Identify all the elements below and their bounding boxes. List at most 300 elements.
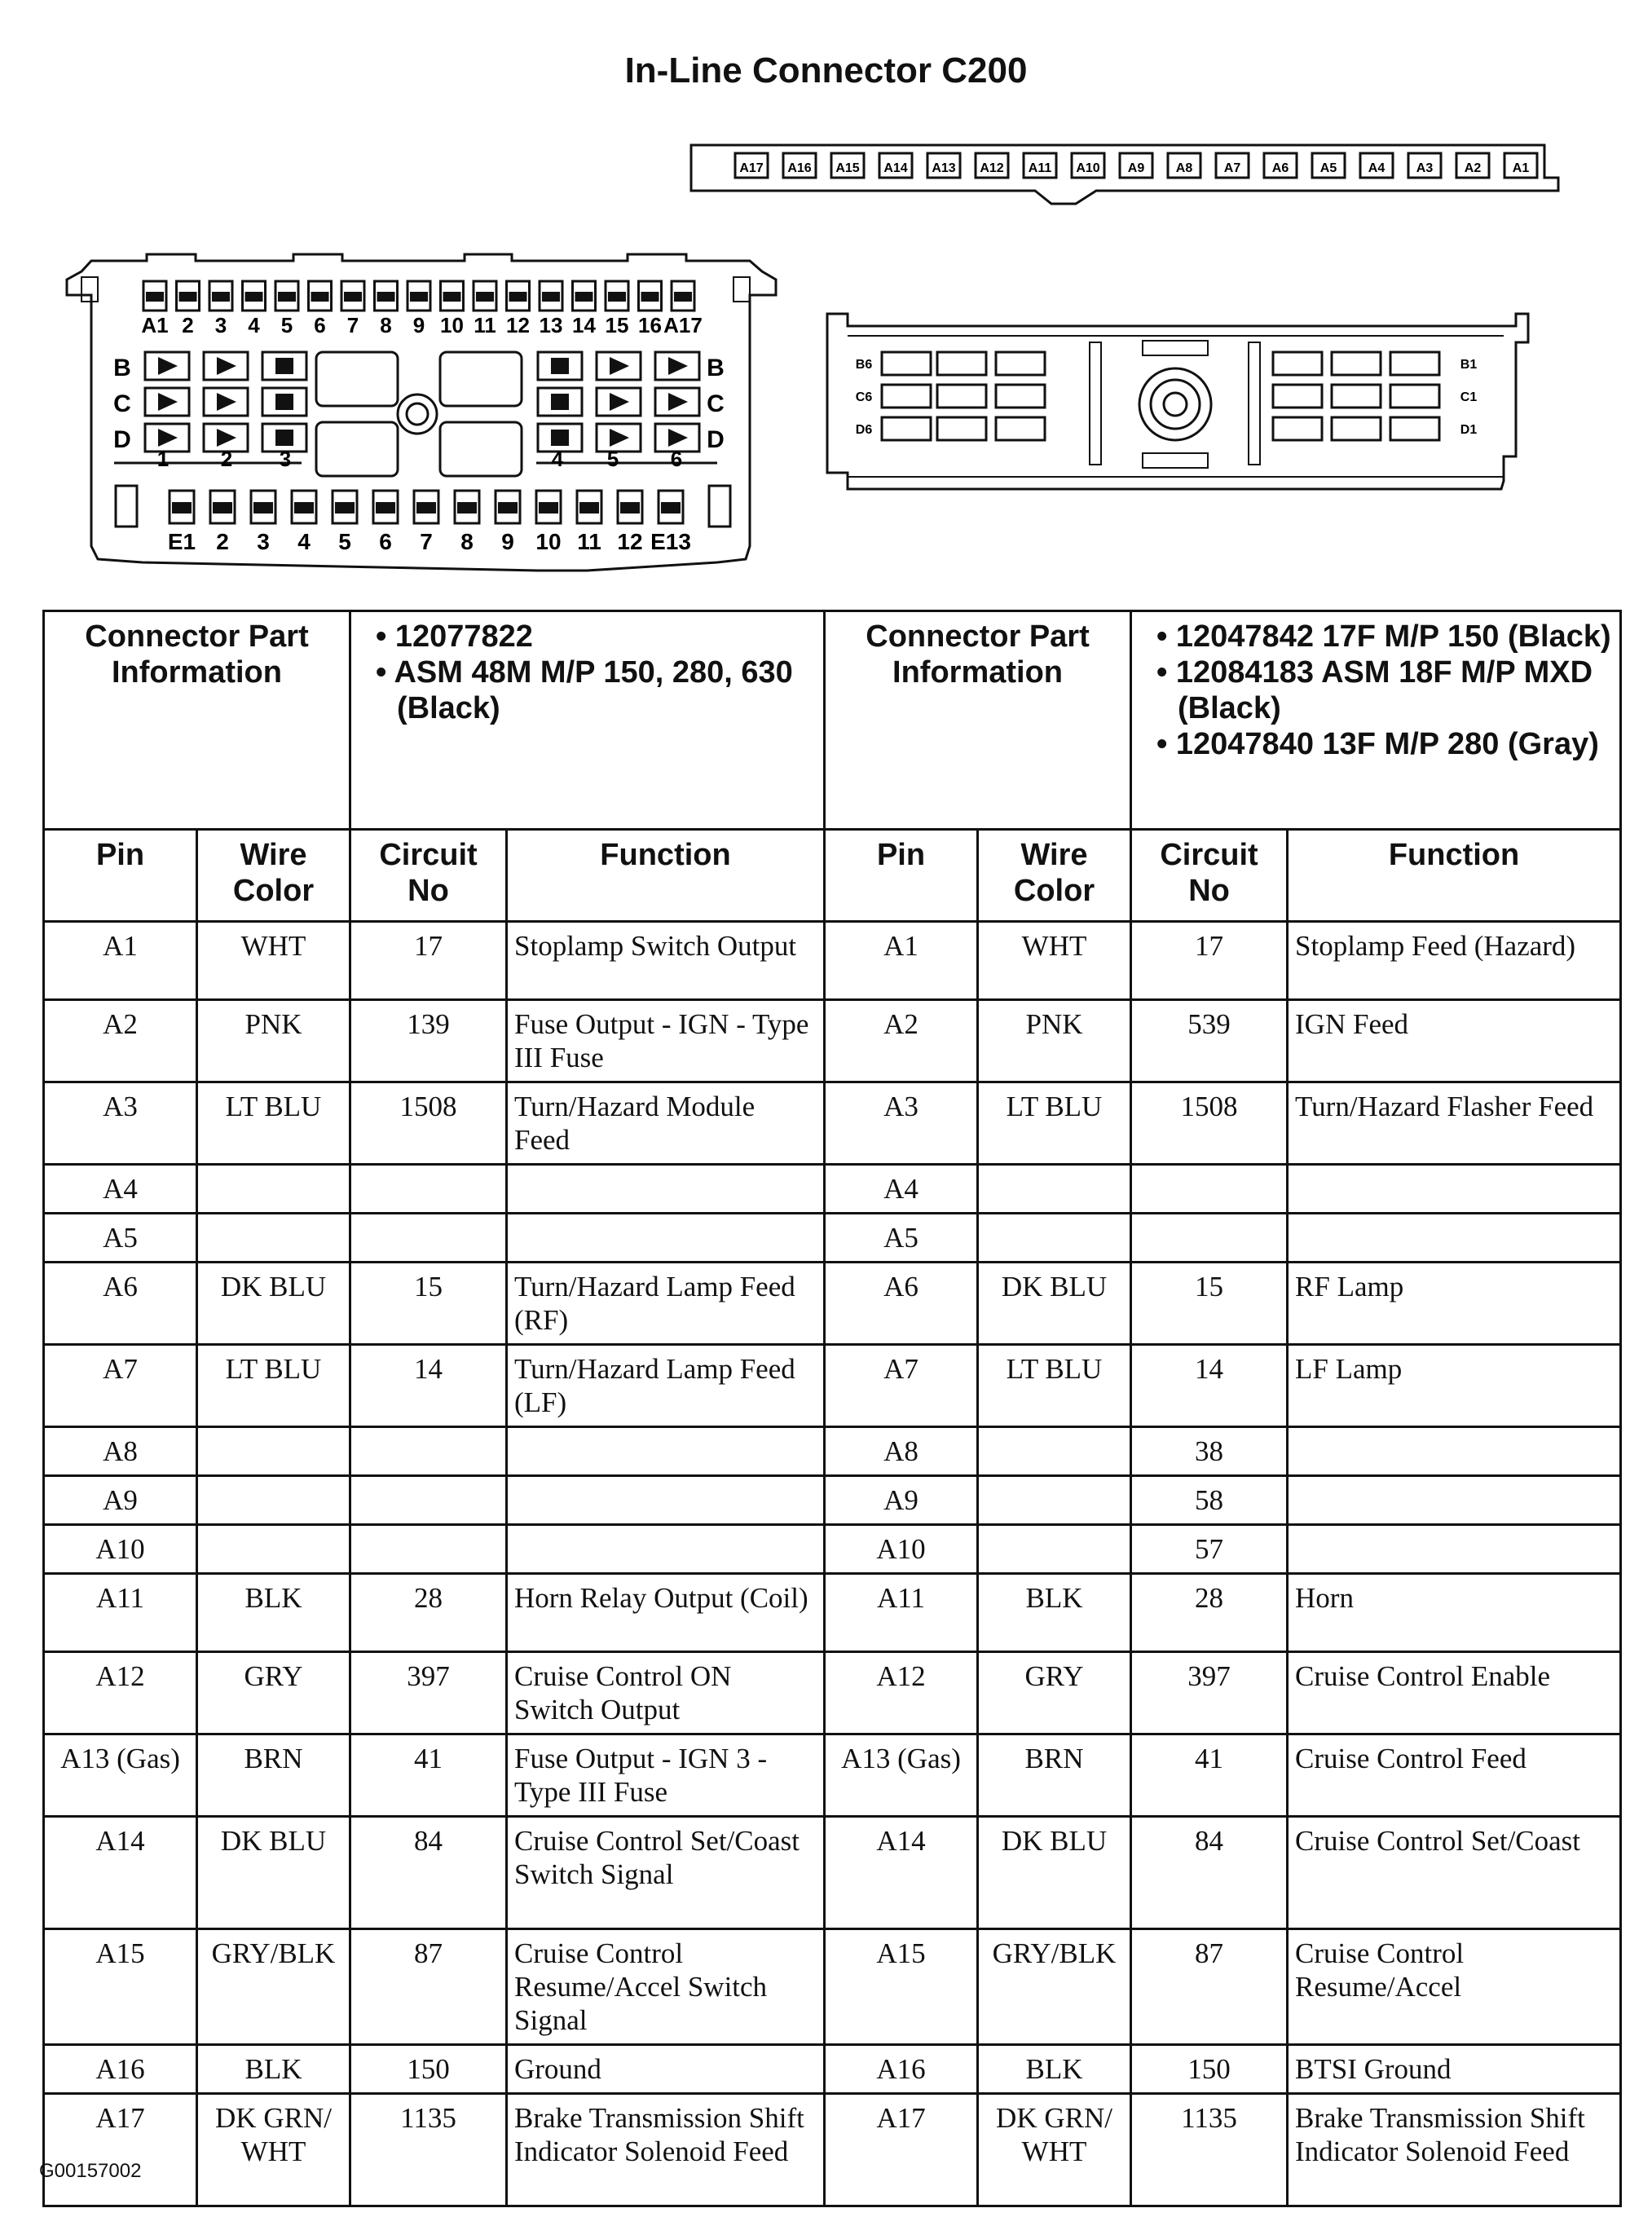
part-number-line: • 12047840 13F M/P 280 (Gray) [1156, 727, 1599, 761]
pin-terminal [376, 502, 395, 513]
row-letter: C [707, 390, 725, 417]
part-number-line: • 12084183 ASM 18F M/P MXD (Black) [1156, 655, 1593, 725]
table-row [44, 2094, 1621, 2206]
cell-circuit-no: 1135 [350, 2094, 507, 2206]
column-header-wire-color: Wire Color [978, 830, 1131, 922]
cell-function: IGN Feed [1288, 1000, 1621, 1082]
cell-circuit-no: 150 [350, 2045, 507, 2094]
cell-circuit-no [350, 1214, 507, 1263]
cell-wire-color: PNK [978, 1000, 1131, 1082]
right-connector [827, 314, 1528, 489]
cell-wire-color [197, 1476, 350, 1525]
pin-label: C1 [1460, 390, 1478, 404]
cell-circuit-no: 41 [1131, 1734, 1288, 1817]
pin-label: A11 [1028, 161, 1052, 175]
pin-terminal [245, 292, 263, 302]
pin-cavity [1390, 385, 1439, 408]
pin-cavity [1332, 352, 1381, 375]
pin-terminal [498, 502, 518, 513]
pin-cavity [1273, 417, 1322, 440]
table-row [44, 1817, 1621, 1929]
connector-part-info-left [350, 611, 825, 830]
cell-pin: A6 [825, 1263, 978, 1345]
pin-number: 11 [577, 529, 601, 554]
pin-number: 3 [214, 313, 227, 337]
cell-wire-color: PNK [197, 1000, 350, 1082]
table-row [44, 1082, 1621, 1165]
pin-terminal [551, 430, 569, 446]
cell-function [1288, 1476, 1621, 1525]
cell-function: Turn/Hazard Flasher Feed [1288, 1082, 1621, 1165]
group-number: 4 [551, 447, 564, 471]
connector-part-info-label: Connector Part Information [44, 611, 350, 830]
pin-cavity [996, 417, 1045, 440]
cell-pin: A1 [44, 922, 197, 1000]
cell-wire-color: GRY/BLK [978, 1929, 1131, 2045]
pin-number: 8 [460, 529, 474, 554]
pin-number: 15 [605, 313, 629, 337]
pin-number: 11 [474, 313, 496, 337]
column-header-wire-color: Wire Color [197, 830, 350, 922]
pin-terminal [542, 292, 560, 302]
pin-number: 4 [297, 529, 311, 554]
part-number-line: • ASM 48M M/P 150, 280, 630 (Black) [376, 655, 793, 725]
cell-circuit-no: 41 [350, 1734, 507, 1817]
cell-pin: A2 [825, 1000, 978, 1082]
pin-number: 7 [420, 529, 433, 554]
pin-terminal [668, 393, 688, 411]
table-row [44, 1929, 1621, 2045]
table-row [44, 1000, 1621, 1082]
column-header-circuit-no: Circuit No [350, 830, 507, 922]
cell-wire-color: DK BLU [197, 1263, 350, 1345]
cell-pin: A15 [825, 1929, 978, 2045]
cell-function: Turn/Hazard Lamp Feed (LF) [507, 1345, 825, 1427]
pin-terminal [416, 502, 436, 513]
pin-terminal [377, 292, 395, 302]
cell-function: Fuse Output - IGN 3 - Type III Fuse [507, 1734, 825, 1817]
cell-pin: A6 [44, 1263, 197, 1345]
pin-cavity [996, 385, 1045, 408]
cell-pin: A11 [825, 1574, 978, 1652]
table-row [44, 1165, 1621, 1214]
group-number: 6 [670, 447, 683, 471]
cell-wire-color: LT BLU [978, 1082, 1131, 1165]
cell-function: Brake Transmission Shift Indicator Solenoid Feed [507, 2094, 825, 2206]
cell-function: RF Lamp [1288, 1263, 1621, 1345]
cell-circuit-no: 58 [1131, 1476, 1288, 1525]
pin-number: 8 [380, 313, 392, 337]
group-number: 5 [606, 447, 619, 471]
row-letter: D [707, 426, 725, 453]
cell-circuit-no: 1508 [1131, 1082, 1288, 1165]
column-header-pin: Pin [825, 830, 978, 922]
cell-circuit-no: 397 [1131, 1652, 1288, 1734]
cell-wire-color: LT BLU [197, 1345, 350, 1427]
cell-function: Cruise Control ON Switch Output [507, 1652, 825, 1734]
cell-wire-color [978, 1427, 1131, 1476]
pin-terminal [539, 502, 558, 513]
pin-terminal [158, 393, 178, 411]
pin-terminal [661, 502, 681, 513]
cell-function: Brake Transmission Shift Indicator Solenoid Feed [1288, 2094, 1621, 2206]
cell-circuit-no: 87 [350, 1929, 507, 2045]
cell-function: Cruise Control Set/Coast Switch Signal [507, 1817, 825, 1929]
pin-number: 5 [280, 313, 293, 337]
pin-terminal [213, 502, 232, 513]
pin-terminal [146, 292, 164, 302]
pin-number: 3 [257, 529, 270, 554]
table-row [44, 1525, 1621, 1574]
pin-label: A9 [1127, 161, 1145, 175]
pin-label: D6 [855, 423, 873, 437]
cell-pin: A7 [825, 1345, 978, 1427]
pin-number: 12 [506, 313, 530, 337]
cell-pin: A14 [825, 1817, 978, 1929]
pin-terminal [172, 502, 192, 513]
cell-wire-color: GRY [197, 1652, 350, 1734]
cell-circuit-no: 57 [1131, 1525, 1288, 1574]
cell-pin: A8 [825, 1427, 978, 1476]
cell-function: Cruise Control Resume/Accel Switch Signal [507, 1929, 825, 2045]
cell-circuit-no: 84 [350, 1817, 507, 1929]
pin-label: A5 [1319, 161, 1337, 175]
cell-pin: A9 [44, 1476, 197, 1525]
cell-pin: A16 [44, 2045, 197, 2094]
pin-terminal [620, 502, 640, 513]
pin-terminal [158, 429, 178, 447]
pin-number: 6 [314, 313, 326, 337]
cell-wire-color: BLK [197, 2045, 350, 2094]
pin-number: 16 [638, 313, 662, 337]
pin-terminal [610, 429, 629, 447]
column-header-pin: Pin [44, 830, 197, 922]
pin-terminal [275, 430, 293, 446]
cell-pin: A2 [44, 1000, 197, 1082]
pin-cavity [1390, 417, 1439, 440]
pin-terminal [608, 292, 626, 302]
cell-pin: A17 [44, 2094, 197, 2206]
cell-function: Stoplamp Feed (Hazard) [1288, 922, 1621, 1000]
cell-pin: A13 (Gas) [825, 1734, 978, 1817]
cell-circuit-no: 14 [1131, 1345, 1288, 1427]
pin-number: 10 [440, 313, 464, 337]
pin-terminal [610, 357, 629, 375]
cell-function [1288, 1214, 1621, 1263]
pin-number: 13 [539, 313, 563, 337]
cell-function: Horn [1288, 1574, 1621, 1652]
pin-terminal [668, 429, 688, 447]
pin-terminal [551, 394, 569, 410]
table-row [44, 1214, 1621, 1263]
cell-function: LF Lamp [1288, 1345, 1621, 1427]
cell-wire-color: DK BLU [197, 1817, 350, 1929]
cell-function [507, 1476, 825, 1525]
cell-wire-color: GRY [978, 1652, 1131, 1734]
cell-pin: A11 [44, 1574, 197, 1652]
pin-terminal [476, 292, 494, 302]
pin-terminal [457, 502, 477, 513]
cell-wire-color [978, 1165, 1131, 1214]
column-header-function: Function [507, 830, 825, 922]
pin-label: A3 [1416, 161, 1434, 175]
pin-terminal [212, 292, 230, 302]
pin-label: B1 [1460, 358, 1478, 372]
cell-pin: A10 [825, 1525, 978, 1574]
cell-wire-color [197, 1165, 350, 1214]
cell-pin: A5 [44, 1214, 197, 1263]
group-number: 3 [279, 447, 292, 471]
figure-code: G00157002 [39, 2160, 142, 2182]
cell-circuit-no [1131, 1165, 1288, 1214]
connector-part-info-right [1131, 611, 1621, 830]
cell-circuit-no: 17 [350, 922, 507, 1000]
table-row [44, 2045, 1621, 2094]
cell-circuit-no: 14 [350, 1345, 507, 1427]
pin-number: 12 [617, 529, 643, 554]
pin-label: A17 [739, 161, 764, 175]
cell-circuit-no [350, 1525, 507, 1574]
cell-wire-color: LT BLU [978, 1345, 1131, 1427]
cell-wire-color: WHT [978, 922, 1131, 1000]
part-number-line: • 12047842 17F M/P 150 (Black) [1156, 619, 1611, 654]
pin-cavity [1273, 385, 1322, 408]
cell-pin: A3 [825, 1082, 978, 1165]
cell-wire-color: WHT [197, 922, 350, 1000]
cell-wire-color: BRN [978, 1734, 1131, 1817]
cell-function: Cruise Control Resume/Accel [1288, 1929, 1621, 2045]
cell-pin: A5 [825, 1214, 978, 1263]
table-row [44, 1345, 1621, 1427]
cell-wire-color: LT BLU [197, 1082, 350, 1165]
cell-function: Ground [507, 2045, 825, 2094]
pin-number: A17 [663, 313, 703, 337]
pin-label: A14 [883, 161, 908, 175]
cell-pin: A16 [825, 2045, 978, 2094]
pin-terminal [335, 502, 355, 513]
cell-function [507, 1525, 825, 1574]
cell-function [1288, 1427, 1621, 1476]
pin-number: 4 [248, 313, 260, 337]
pin-label: A15 [835, 161, 860, 175]
cell-wire-color: BLK [978, 2045, 1131, 2094]
group-number: 2 [220, 447, 233, 471]
pin-cavity [937, 417, 986, 440]
cell-circuit-no [350, 1165, 507, 1214]
pin-terminal [179, 292, 197, 302]
pin-cavity [882, 352, 931, 375]
pin-label: A8 [1175, 161, 1193, 175]
pin-terminal [158, 357, 178, 375]
pin-label: A6 [1271, 161, 1289, 175]
pin-cavity [1390, 352, 1439, 375]
cell-function [1288, 1525, 1621, 1574]
pin-terminal [579, 502, 599, 513]
pin-terminal [344, 292, 362, 302]
row-letter: C [113, 390, 131, 417]
pin-number: 2 [182, 313, 194, 337]
pin-terminal [311, 292, 329, 302]
pin-number: 9 [501, 529, 514, 554]
cell-function [507, 1427, 825, 1476]
table-row [44, 1574, 1621, 1652]
table-row [44, 1476, 1621, 1525]
group-number: 1 [156, 447, 170, 471]
cell-function [507, 1214, 825, 1263]
cell-wire-color [197, 1525, 350, 1574]
pin-terminal [410, 292, 428, 302]
cell-circuit-no: 1508 [350, 1082, 507, 1165]
pin-terminal [217, 357, 236, 375]
cell-pin: A1 [825, 922, 978, 1000]
connector-part-info-label: Connector Part Information [825, 611, 1131, 830]
row-letter: B [113, 355, 131, 381]
cell-wire-color: DK GRN/ WHT [978, 2094, 1131, 2206]
pin-terminal [443, 292, 461, 302]
pin-terminal [217, 429, 236, 447]
pin-number: A1 [141, 313, 169, 337]
cell-circuit-no: 139 [350, 1000, 507, 1082]
cell-function: Cruise Control Enable [1288, 1652, 1621, 1734]
table-row [44, 922, 1621, 1000]
column-header-circuit-no: Circuit No [1131, 830, 1288, 922]
pin-cavity [937, 385, 986, 408]
pin-label: A7 [1223, 161, 1241, 175]
pin-label: A2 [1464, 161, 1482, 175]
cell-wire-color: DK BLU [978, 1817, 1131, 1929]
cell-function: Turn/Hazard Module Feed [507, 1082, 825, 1165]
pin-label: A4 [1368, 161, 1385, 175]
cell-wire-color [197, 1427, 350, 1476]
connector-diagram [0, 0, 1652, 603]
pin-number: E1 [167, 529, 196, 554]
part-number-line: • 12077822 [376, 619, 533, 654]
cell-wire-color [197, 1214, 350, 1263]
pin-cavity [996, 352, 1045, 375]
cell-wire-color: DK GRN/ WHT [197, 2094, 350, 2206]
cell-pin: A15 [44, 1929, 197, 2045]
cell-circuit-no: 84 [1131, 1817, 1288, 1929]
pin-terminal [217, 393, 236, 411]
cell-circuit-no [1131, 1214, 1288, 1263]
cell-circuit-no: 15 [1131, 1263, 1288, 1345]
pin-label: C6 [855, 390, 873, 404]
cell-circuit-no: 397 [350, 1652, 507, 1734]
cell-circuit-no: 17 [1131, 922, 1288, 1000]
cell-pin: A12 [825, 1652, 978, 1734]
pin-label: A13 [932, 161, 956, 175]
pin-terminal [275, 358, 293, 374]
cell-pin: A9 [825, 1476, 978, 1525]
pin-cavity [882, 385, 931, 408]
pin-label: D1 [1460, 423, 1478, 437]
cell-function [507, 1165, 825, 1214]
pin-label: A1 [1512, 161, 1530, 175]
pin-terminal [674, 292, 692, 302]
pin-label: A12 [980, 161, 1004, 175]
pin-label: A10 [1076, 161, 1100, 175]
pin-number: E13 [650, 529, 691, 554]
cell-circuit-no: 28 [1131, 1574, 1288, 1652]
cell-function: Fuse Output - IGN - Type III Fuse [507, 1000, 825, 1082]
cell-circuit-no [350, 1427, 507, 1476]
cell-circuit-no: 150 [1131, 2045, 1288, 2094]
column-header-function: Function [1288, 830, 1621, 922]
pin-label: A16 [787, 161, 812, 175]
pin-number: 5 [338, 529, 351, 554]
pin-number: 6 [379, 529, 392, 554]
cell-pin: A8 [44, 1427, 197, 1476]
cell-circuit-no: 38 [1131, 1427, 1288, 1476]
pin-terminal [278, 292, 296, 302]
row-letter: B [707, 355, 725, 381]
cell-function: Cruise Control Feed [1288, 1734, 1621, 1817]
pin-cavity [1273, 352, 1322, 375]
pin-cavity [882, 417, 931, 440]
cell-wire-color: GRY/BLK [197, 1929, 350, 2045]
cell-wire-color: DK BLU [978, 1263, 1131, 1345]
table-row [44, 1734, 1621, 1817]
cell-pin: A17 [825, 2094, 978, 2206]
cell-function: Horn Relay Output (Coil) [507, 1574, 825, 1652]
cell-circuit-no: 28 [350, 1574, 507, 1652]
cell-function: Cruise Control Set/Coast [1288, 1817, 1621, 1929]
cell-circuit-no [350, 1476, 507, 1525]
pin-cavity [1332, 417, 1381, 440]
cell-pin: A10 [44, 1525, 197, 1574]
cell-circuit-no: 539 [1131, 1000, 1288, 1082]
cell-wire-color: BLK [978, 1574, 1131, 1652]
pin-number: 9 [412, 313, 425, 337]
pin-cavity [937, 352, 986, 375]
cell-function [1288, 1165, 1621, 1214]
pin-terminal [275, 394, 293, 410]
cell-wire-color [978, 1214, 1131, 1263]
pin-table [42, 610, 1622, 2207]
cell-circuit-no: 87 [1131, 1929, 1288, 2045]
pin-number: 2 [216, 529, 229, 554]
cell-pin: A13 (Gas) [44, 1734, 197, 1817]
pin-terminal [551, 358, 569, 374]
cell-circuit-no: 15 [350, 1263, 507, 1345]
pin-terminal [641, 292, 659, 302]
pin-terminal [253, 502, 273, 513]
row-letter: D [113, 426, 131, 453]
table-row [44, 1427, 1621, 1476]
cell-wire-color: BRN [197, 1734, 350, 1817]
cell-wire-color: BLK [197, 1574, 350, 1652]
pin-number: 7 [346, 313, 359, 337]
pin-number: 14 [572, 313, 596, 337]
table-row [44, 1652, 1621, 1734]
pin-label: B6 [855, 358, 873, 372]
pin-terminal [294, 502, 314, 513]
cell-pin: A4 [44, 1165, 197, 1214]
cell-pin: A4 [825, 1165, 978, 1214]
cell-pin: A3 [44, 1082, 197, 1165]
cell-pin: A14 [44, 1817, 197, 1929]
cell-function: Turn/Hazard Lamp Feed (RF) [507, 1263, 825, 1345]
page-title: In-Line Connector C200 [624, 51, 1028, 90]
cell-pin: A12 [44, 1652, 197, 1734]
pin-terminal [575, 292, 593, 302]
pin-terminal [610, 393, 629, 411]
cell-wire-color [978, 1525, 1131, 1574]
pin-terminal [668, 357, 688, 375]
cell-circuit-no: 1135 [1131, 2094, 1288, 2206]
pin-terminal [509, 292, 527, 302]
cell-function: Stoplamp Switch Output [507, 922, 825, 1000]
